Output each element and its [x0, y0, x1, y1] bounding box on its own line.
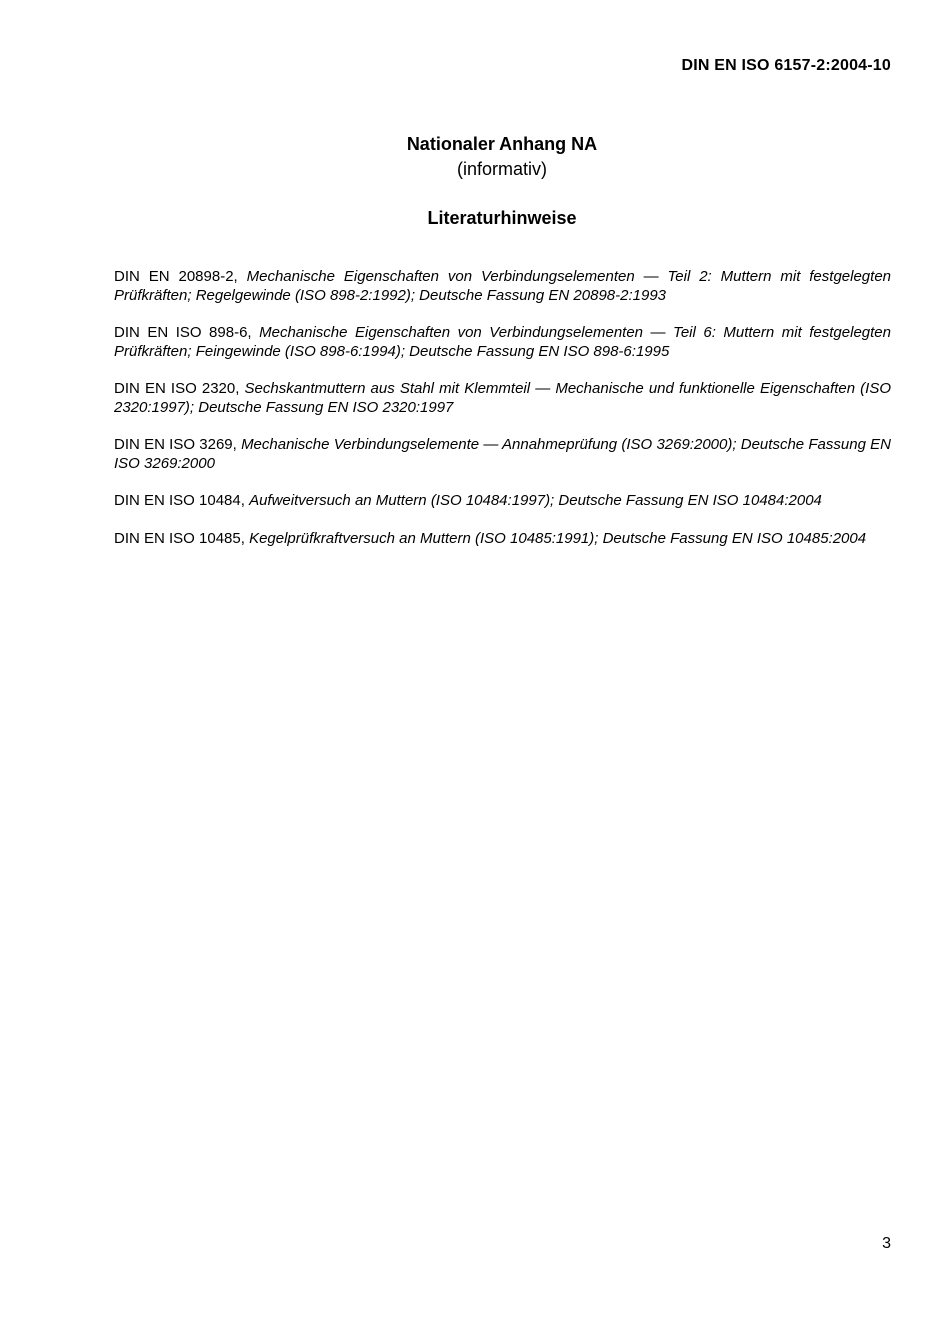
- reference-title: Sechskantmuttern aus Stahl mit Klemmteil — Mechanische und funktionelle Eigenschaften (ISO 2320:1997); Deutsche Fassung EN ISO 2320:1997: [114, 380, 891, 416]
- reference-item: [114, 268, 891, 305]
- reference-item: [114, 436, 891, 473]
- reference-number: DIN EN 20898-2,: [114, 268, 247, 285]
- reference-list: [114, 268, 891, 567]
- reference-item: [114, 530, 891, 549]
- page-number: 3: [882, 1235, 891, 1252]
- reference-item: [114, 492, 891, 511]
- annex-subtitle: (informativ): [456, 159, 547, 179]
- reference-number: DIN EN ISO 10484,: [114, 492, 250, 509]
- bibliography-heading: Literaturhinweise: [427, 208, 577, 228]
- reference-title: Mechanische Verbindungselemente — Annahmeprüfung (ISO 3269:2000); Deutsche Fassung EN ISO 3269:2000: [114, 436, 891, 472]
- annex-title: Nationaler Anhang NA: [406, 134, 598, 154]
- reference-title: Aufweitversuch an Muttern (ISO 10484:1997); Deutsche Fassung EN ISO 10484:2004: [249, 492, 822, 509]
- reference-item: [114, 380, 891, 417]
- reference-number: DIN EN ISO 3269,: [114, 436, 242, 453]
- document-id-header: DIN EN ISO 6157-2:2004-10: [681, 57, 891, 74]
- reference-number: DIN EN ISO 2320,: [114, 380, 245, 397]
- reference-title: Mechanische Eigenschaften von Verbindungselementen — Teil 6: Muttern mit festgelegten Prüfkräften; Feingewinde (ISO 898-6:1994); Deutsche Fassung EN ISO 898-6:1995: [114, 324, 891, 360]
- reference-number: DIN EN ISO 898-6,: [114, 324, 260, 341]
- reference-number: DIN EN ISO 10485,: [114, 529, 250, 547]
- reference-title: Mechanische Eigenschaften von Verbindungselementen — Teil 2: Muttern mit festgelegten Prüfkräften; Regelgewinde (ISO 898-2:1992); Deutsche Fassung EN 20898-2:1993: [114, 268, 891, 304]
- reference-item: [114, 324, 891, 361]
- reference-title: Kegelprüfkraftversuch an Muttern (ISO 10485:1991); Deutsche Fassung EN ISO 10485:2004: [249, 529, 867, 547]
